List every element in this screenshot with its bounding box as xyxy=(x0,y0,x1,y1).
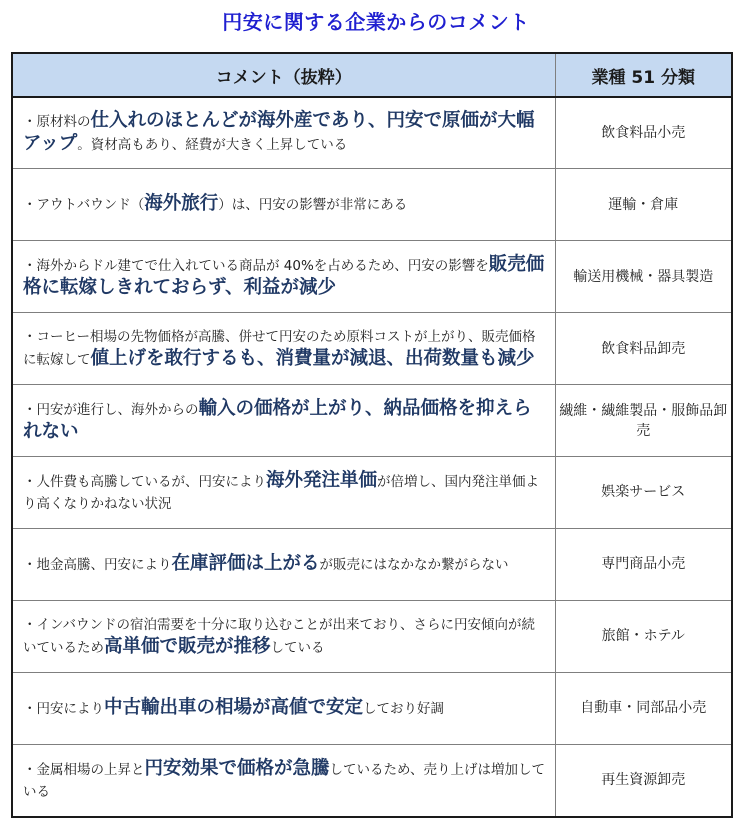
column-header-industry: 業種 51 分類 xyxy=(555,54,731,97)
industry-cell: 飲食料品卸売 xyxy=(555,313,731,385)
industry-cell: 繊維・繊維製品・服飾品卸売 xyxy=(555,385,731,457)
table-row xyxy=(13,169,731,241)
comment-highlight: 海外発注単価 xyxy=(266,469,378,491)
table-body xyxy=(13,97,731,816)
comments-table-frame xyxy=(11,52,733,818)
comment-cell xyxy=(13,456,555,528)
comment-highlight: 海外旅行 xyxy=(144,193,219,215)
table-row xyxy=(13,456,731,528)
comment-text: ・金属相場の上昇と xyxy=(23,761,145,778)
table-row xyxy=(13,600,731,672)
comment-text: ・人件費も高騰しているが、円安により xyxy=(23,473,266,490)
comment-highlight: 値上げを敢行するも、消費量が減退、出荷数量も減少 xyxy=(90,348,535,370)
comment-text: が倍増し、国内発注単価より高くなりかねない状況 xyxy=(23,473,540,512)
table-row xyxy=(13,313,731,385)
comment-cell xyxy=(13,97,555,169)
industry-cell: 専門商品小売 xyxy=(555,528,731,600)
table-row xyxy=(13,672,731,744)
comment-cell xyxy=(13,744,555,816)
comment-text: ・円安が進行し、海外からの xyxy=(23,401,199,418)
comment-text: ・原材料の xyxy=(23,114,91,131)
industry-cell: 娯楽サービス xyxy=(555,456,731,528)
column-header-comment: コメント（抜粋） xyxy=(13,54,555,97)
comment-highlight: 円安効果で価格が急騰 xyxy=(144,757,330,779)
comment-highlight: 販売価格に転嫁しきれておらず、利益が減少 xyxy=(23,253,545,298)
comment-highlight: 仕入れのほとんどが海外産であり、円安で原価が大幅アップ xyxy=(23,110,535,155)
comment-cell xyxy=(13,528,555,600)
table-row xyxy=(13,241,731,313)
comments-table xyxy=(13,54,731,816)
page-title: 円安に関する企業からのコメント xyxy=(222,10,530,34)
table-row xyxy=(13,744,731,816)
table-header-row xyxy=(13,54,731,97)
table-row xyxy=(13,97,731,169)
comment-text: している xyxy=(270,639,325,656)
table-row xyxy=(13,528,731,600)
table-row xyxy=(13,385,731,457)
comment-text: ・インバウンドの宿泊需要を十分に取り込むことが出来ており、さらに円安傾向が続いているため xyxy=(23,616,536,656)
comment-text: が販売にはなかなか繋がらない xyxy=(319,556,509,573)
comment-cell xyxy=(13,672,555,744)
comment-text: 。資材高もあり、経費が大きく上昇している xyxy=(77,137,348,154)
industry-cell: 輸送用機械・器具製造 xyxy=(555,241,731,313)
comment-text: ・コーヒー相場の先物価格が高騰、併せて円安のため原料コストが上がり、販売価格に転嫁して xyxy=(23,329,536,369)
comment-text: ・海外からドル建てで仕入れている商品が 40%を占めるため、円安の影響を xyxy=(23,257,489,274)
comment-cell xyxy=(13,169,555,241)
comment-text: ・地金高騰、円安により xyxy=(23,556,172,573)
comment-text: ・円安により xyxy=(23,700,104,717)
industry-cell: 旅館・ホテル xyxy=(555,600,731,672)
comment-text: しており好調 xyxy=(363,700,445,717)
comment-text: ・アウトバウンド（ xyxy=(23,197,145,214)
comment-highlight: 輸入の価格が上がり、納品価格を抑えられない xyxy=(23,397,532,442)
industry-cell: 再生資源卸売 xyxy=(601,772,686,789)
comment-cell xyxy=(13,600,555,672)
comment-highlight: 中古輸出車の相場が高値で安定 xyxy=(104,696,364,718)
industry-cell: 運輸・倉庫 xyxy=(555,169,731,241)
industry-cell: 飲食料品小売 xyxy=(555,97,731,169)
comment-highlight: 高単価で販売が推移 xyxy=(104,635,271,657)
comment-text: ）は、円安の影響が非常にある xyxy=(218,197,408,214)
comment-cell xyxy=(13,241,555,313)
comment-text: しているため、売り上げは増加している xyxy=(23,761,545,800)
comment-highlight: 在庫評価は上がる xyxy=(171,552,320,574)
comment-cell xyxy=(13,313,555,385)
industry-cell: 自動車・同部品小売 xyxy=(555,672,731,744)
comment-cell xyxy=(13,385,555,457)
